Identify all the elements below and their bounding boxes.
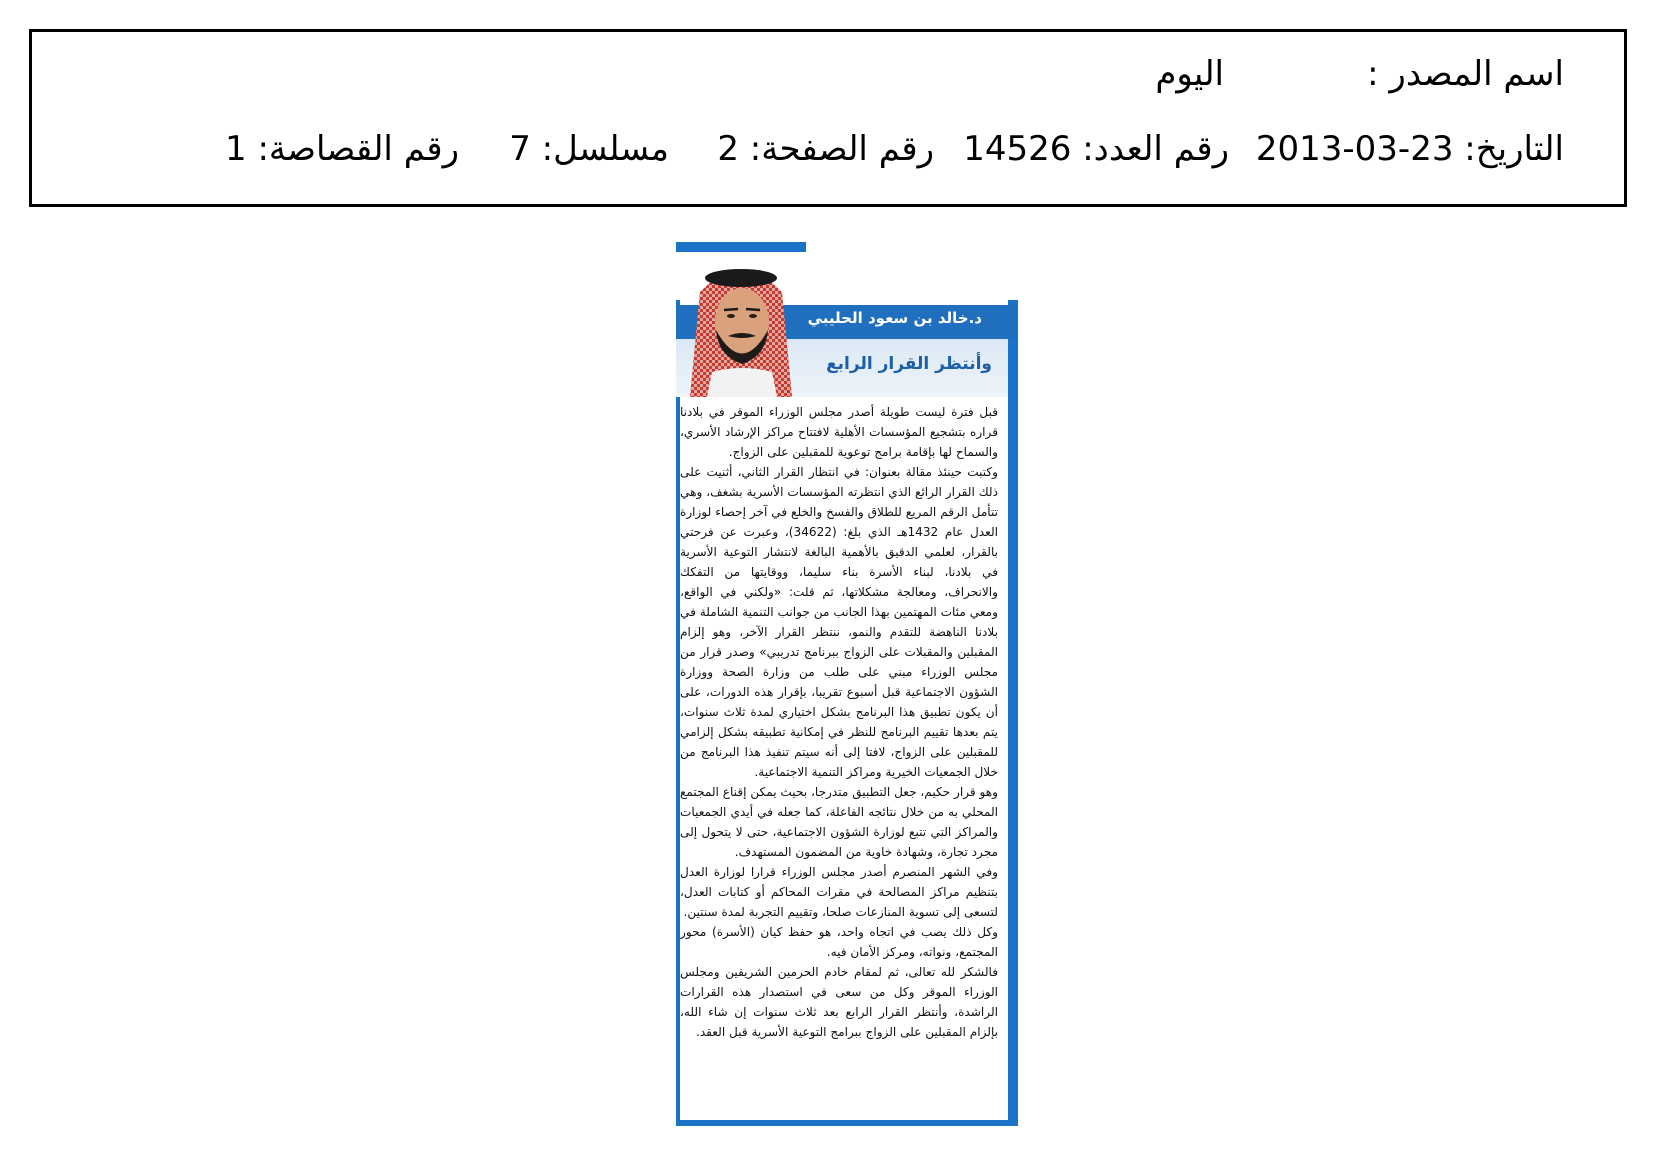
page-number-field: رقم الصفحة: 2 xyxy=(717,129,934,169)
metadata-box xyxy=(29,29,1627,207)
source-label: اسم المصدر : xyxy=(1367,54,1564,94)
author-portrait-image xyxy=(682,252,800,397)
date-field: التاريخ: 23-03-2013 xyxy=(1255,129,1564,169)
article-paragraph: وهو قرار حكيم، جعل التطبيق متدرجا، بحيث يمكن إقناع المجتمع المحلي به من خلال نتائجه الفاعلة، كما جعله في أيدي الجمعيات والمراكز التي تتبع لوزارة الشؤون الاجتماعية، حتى لا يتحول إلى مجرد تجارة، وشهادة خاوية من المضمون المستهدف. xyxy=(680,785,998,859)
clipping-number-field: رقم القصاصة: 1 xyxy=(225,129,459,169)
article-paragraph: قبل فترة ليست طويلة أصدر مجلس الوزراء الموقر في بلادنا قراره بتشجيع المؤسسات الأهلية لافتتاح مراكز الإرشاد الأسري، والسماح لها بإقامة برامج توعوية للمقبلين على الزواج. xyxy=(680,405,998,459)
masthead-fragment xyxy=(676,242,806,252)
issue-number-field: رقم العدد: 14526 xyxy=(963,129,1229,169)
article-title: وأنتظر القرار الرابع xyxy=(826,354,992,374)
article-paragraph: وكل ذلك يصب في اتجاه واحد، هو حفظ كيان (الأسرة) محور المجتمع، ونواته، ومركز الأمان فيه. xyxy=(680,925,998,959)
author-name: د.خالد بن سعود الحليبي xyxy=(807,309,982,327)
article-paragraph: وكتبت حينئذ مقالة بعنوان: في انتظار القرار الثاني، أثنيت على ذلك القرار الرائع الذي انتظرته المؤسسات الأسرية بشغف، وهي تتأمل الرقم المريع للطلاق والفسخ والخلع في آخر إحصاء لوزارة العدل عام 1432هـ الذي بلغ: (34622)، وعبرت عن فرحتي بالقرار، لعلمي الدقيق بالأهمية البالغة لانتشار التوعية الأسرية في بلادنا، لبناء الأسرة بناء سليما، ووقايتها من التفكك والانحراف، ومعالجة مشكلاتها، ثم قلت: «ولكني في الواقع، ومعي مئات المهتمين بهذا الجانب من جوانب التنمية الشاملة في بلادنا الناهضة للتقدم والنمو، ننتظر القرار الآخر، وهو إلزام المقبلين والمقبلات على الزواج ببرنامج تدريبي» وصدر قرار من مجلس الوزراء مبني على طلب من وزارة الصحة ووزارة الشؤون الاجتماعية قبل أسبوع تقريبا، بإقرار هذه الدورات، على أن يكون تطبيق هذا البرنامج بشكل اختياري لمدة ثلاث سنوات، يتم بعدها تقييم البرنامج للنظر في إمكانية تطبيقه بشكل إلزامي للمقبلين على الزواج، لافتا إلى أنه سيتم تنفيذ هذا البرنامج من خلال الجمعيات الخيرية ومراكز التنمية الاجتماعية. xyxy=(680,465,998,779)
article-paragraph: وفي الشهر المنصرم أصدر مجلس الوزراء قرارا لوزارة العدل بتنظيم مراكز المصالحة في مقرات المحاكم أو كتابات العدل، لتسعى إلى تسوية المنازعات صلحا، وتقييم التجربة لمدة سنتين. xyxy=(680,865,998,919)
article-paragraph: فالشكر لله تعالى، ثم لمقام خادم الحرمين الشريفين ومجلس الوزراء الموقر وكل من سعى في استصدار هذه القرارات الراشدة، وأنتظر القرار الرابع بعد ثلاث سنوات إن شاء الله، بإلزام المقبلين على الزواج ببرامج التوعية الأسرية قبل العقد. xyxy=(680,965,998,1039)
source-value: اليوم xyxy=(1155,54,1224,94)
serial-field: مسلسل: 7 xyxy=(509,129,669,169)
article-body xyxy=(680,402,998,1114)
